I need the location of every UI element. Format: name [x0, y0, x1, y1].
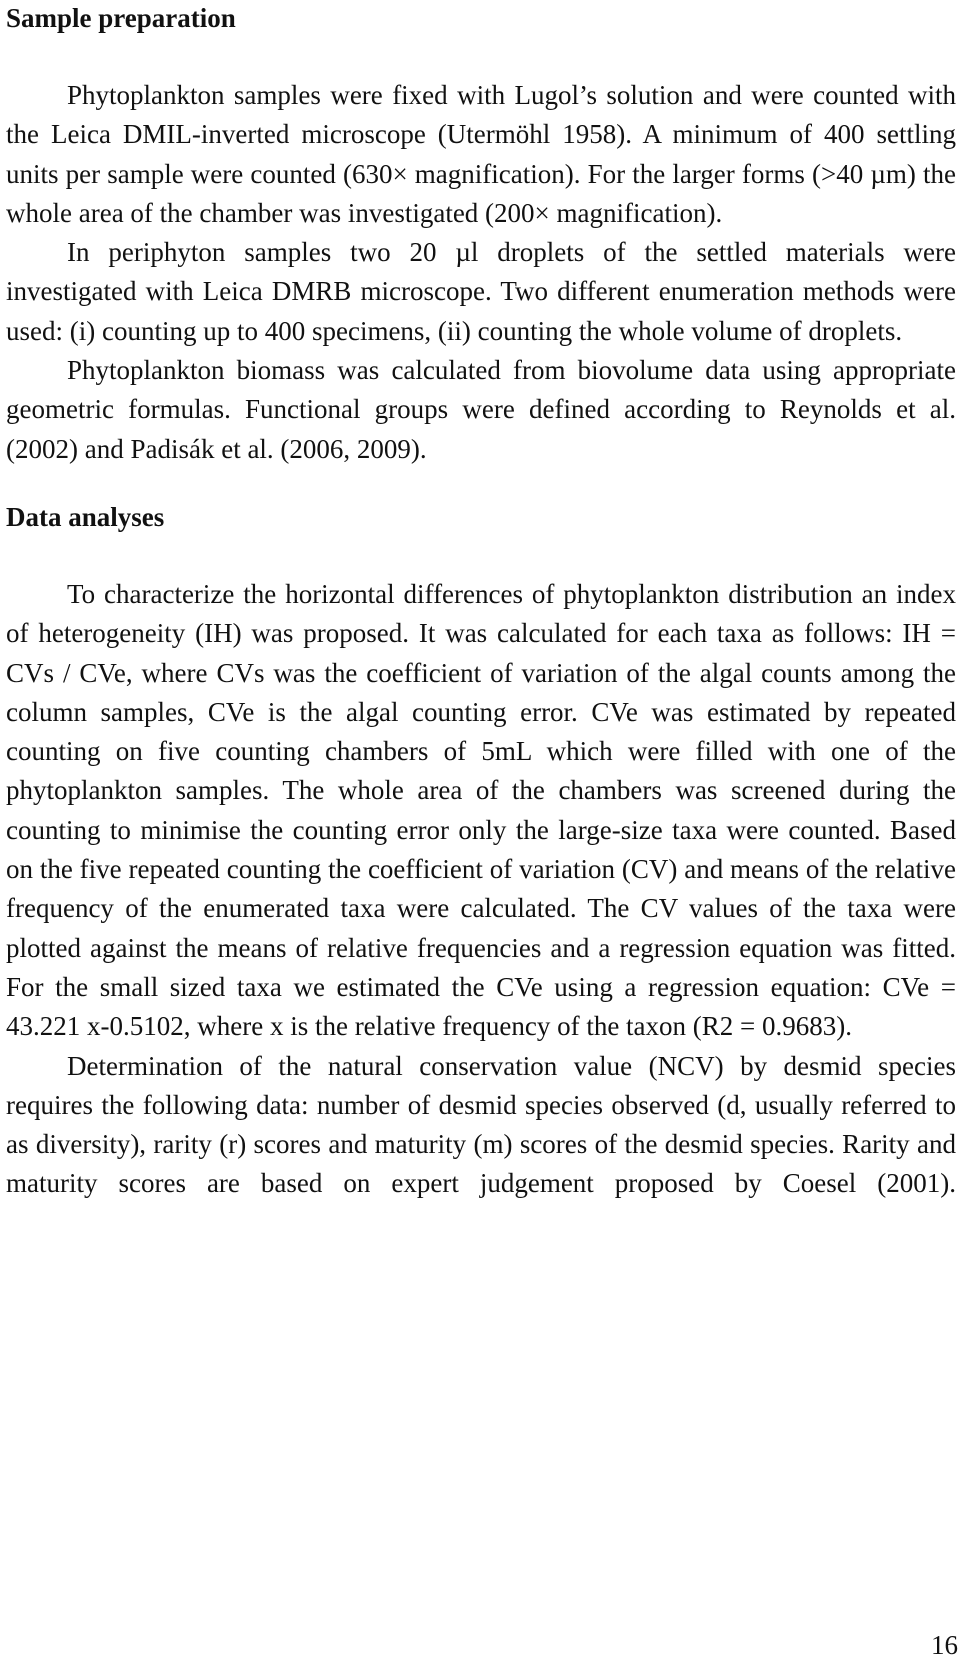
- paragraph-fixation-and-counting: Phytoplankton samples were fixed with Lugol’s solution and were counted with the Leica DMIL-inverted microscope (Utermöhl 1958). A minimum of 400 settling units per sample were counted (630× magnification). For the larger forms (>40 µm) the whole area of the chamber was investigated (200× magnification).: [6, 80, 956, 228]
- section-spacer: [6, 535, 956, 575]
- section-heading-data-analyses: Data analyses: [6, 501, 165, 532]
- section-spacer: [6, 36, 956, 76]
- page-number: 16: [931, 1630, 958, 1660]
- paragraph-natural-conservation-value: Determination of the natural conservation value (NCV) by desmid species requires the following data: number of desmid species observed (d, usually referred to as diversity), rarity (r) scores and maturity (m) scores of the desmid species. Rarity and maturity scores are based on expert judgement proposed by Coesel (2001).: [6, 1050, 956, 1199]
- section-heading-sample-preparation: Sample preparation: [6, 3, 236, 33]
- document-page: [6, 0, 956, 1204]
- paragraph-periphyton-samples: In periphyton samples two 20 µl droplets of the settled materials were investigated with Leica DMRB microscope. Two different enumeration methods were used: (i) counting up to 400 specimens, (ii) counting the whole volume of droplets.: [6, 237, 956, 346]
- paragraph-biomass-calculation: Phytoplankton biomass was calculated from biovolume data using appropriate geometric formulas. Functional groups were defined according to Reynolds et al. (2002) and Padisák et al. (2006, 2009).: [6, 355, 956, 464]
- paragraph-heterogeneity-index: To characterize the horizontal differences of phytoplankton distribution an index of heterogeneity (IH) was proposed. It was calculated for each taxa as follows: IH = CVs / CVe, where CVs was the coefficient of variation of the algal counts among the column samples, CVe is the algal counting error. CVe was estimated by repeated counting on five counting chambers of 5mL which were filled with one of the phytoplankton samples. The whole area of the chambers was screened during the counting to minimise the counting error only the large-size taxa were counted. Based on the five repeated counting the coefficient of variation (CV) and means of the relative frequency of the enumerated taxa were calculated. The CV values of the taxa were plotted against the means of relative frequencies and a regression equation was fitted. For the small sized taxa we estimated the CVe using a regression equation: CVe = 43.221 x-0.5102, where x is the relative frequency of the taxon (R2 = 0.9683).: [6, 578, 956, 1042]
